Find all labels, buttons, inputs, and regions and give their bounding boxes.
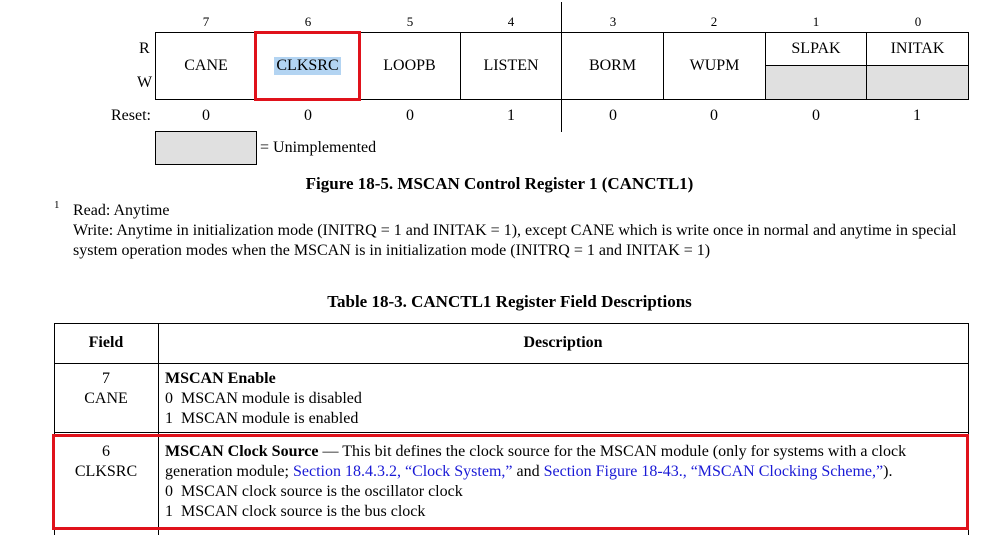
read-row-label: R (139, 40, 150, 57)
bit-number-6: 6 (304, 14, 312, 29)
bit-borm-cell (562, 33, 663, 99)
reset-value-1: 0 (812, 107, 820, 124)
bit-name: BORM (588, 57, 637, 74)
write-row-label: W (137, 74, 153, 91)
clksrc-highlight-box (254, 31, 361, 101)
bit-listen-cell (461, 33, 561, 99)
field-bit-number: 6 (102, 443, 110, 460)
bit-number-2: 2 (710, 14, 718, 29)
table-row-description (165, 369, 965, 429)
table-caption: Table 18-3. CANCTL1 Register Field Descriptions (327, 292, 692, 311)
reset-value-5: 0 (406, 107, 414, 124)
unimplemented-cell-slpak-write (765, 66, 866, 99)
description-intro: — This bit defines the clock source for the MSCAN module (only for systems with a clock (318, 443, 907, 460)
reset-value-2: 0 (710, 107, 718, 124)
bit-name: INITAK (890, 40, 945, 57)
bit-number-7: 7 (202, 14, 210, 29)
description-text: generation module; (165, 463, 293, 480)
field-name: CANE (84, 390, 128, 407)
reset-value-6: 0 (304, 107, 312, 124)
bit-initak-cell (867, 33, 968, 65)
field-bit-number: 7 (102, 370, 110, 387)
reset-value-0: 1 (913, 107, 921, 124)
footnote-line: system operation modes when the MSCAN is in initialization mode (INITRQ = 1 and INITAK = 1) (73, 242, 711, 259)
bit-cane-cell (156, 33, 256, 99)
clksrc-row-highlight-box (52, 434, 969, 530)
bit-number-0: 0 (914, 14, 922, 29)
footnote-line: Read: Anytime (73, 202, 170, 219)
clocking-scheme-link[interactable]: Section Figure 18-43., “MSCAN Clocking Scheme,” (543, 463, 884, 480)
footnote-line: Write: Anytime in initialization mode (INITRQ = 1 and INITAK = 1), except CANE which is write once in normal and anytime in special (73, 222, 957, 239)
bit-name: SLPAK (791, 40, 841, 57)
table-row-field (54, 369, 158, 409)
reset-value-7: 0 (202, 107, 210, 124)
reset-value-4: 1 (507, 107, 515, 124)
description-line: 1 MSCAN module is enabled (165, 410, 359, 427)
figure-caption: Figure 18-5. MSCAN Control Register 1 (CANCTL1) (305, 174, 694, 193)
bit-slpak-cell (766, 33, 866, 65)
description-title: MSCAN Clock Source (165, 443, 319, 460)
bit-name: CANE (184, 57, 228, 74)
footnote-marker: 1 (54, 199, 60, 211)
bit-loopb-cell (359, 33, 460, 99)
bit-number-1: 1 (812, 14, 820, 29)
bit-number-3: 3 (609, 14, 617, 29)
description-text: ). (883, 463, 893, 480)
footnote-text (73, 201, 988, 261)
bit-wupm-cell (664, 33, 765, 99)
table-row-border (54, 432, 969, 433)
bit-name: LISTEN (483, 57, 539, 74)
bit-number-4: 4 (507, 14, 515, 29)
bit-name: WUPM (689, 57, 740, 74)
grid-divider (968, 32, 969, 100)
grid-rw-split (765, 65, 969, 66)
description-line: 0 MSCAN clock source is the oscillator clock (165, 483, 463, 500)
bit-name-selected: CLKSRC (276, 57, 339, 74)
reset-row-label: Reset: (111, 107, 151, 124)
table-header-border (54, 363, 969, 364)
field-name: CLKSRC (74, 463, 138, 480)
reset-value-3: 0 (609, 107, 617, 124)
description-line: 1 MSCAN clock source is the bus clock (165, 503, 426, 520)
bit-name: LOOPB (383, 57, 436, 74)
unimplemented-legend-swatch (155, 131, 257, 165)
bit-number-5: 5 (406, 14, 414, 29)
header-field: Field (88, 334, 124, 351)
clock-system-link[interactable]: Section 18.4.3.2, “Clock System,” (292, 463, 513, 480)
description-title: MSCAN Enable (165, 370, 276, 387)
description-line: 0 MSCAN module is disabled (165, 390, 362, 407)
header-description: Description (523, 334, 603, 351)
table-top-border (54, 323, 969, 324)
unimplemented-legend-text: = Unimplemented (260, 139, 377, 156)
description-text: and (512, 463, 544, 480)
unimplemented-cell-initak-write (867, 66, 968, 99)
